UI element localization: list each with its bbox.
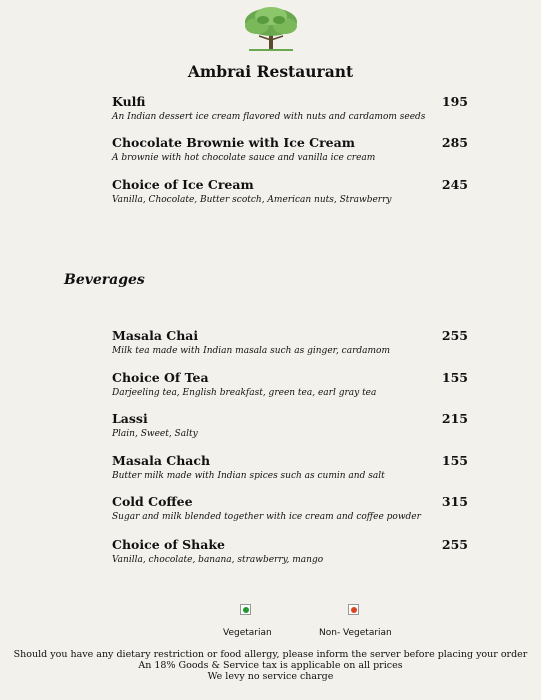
item-name: Kulfi [112, 94, 146, 109]
item-price: 215 [441, 411, 468, 426]
menu-item [112, 453, 472, 482]
menu-item [112, 370, 472, 399]
menu-item [112, 177, 472, 206]
item-name: Choice Of Tea [112, 370, 209, 385]
menu-item [112, 411, 472, 440]
item-name: Masala Chach [112, 453, 211, 468]
tax-note: An 18% Goods & Service tax is applicable on all prices [138, 660, 403, 671]
item-description: Milk tea made with Indian masala such as ginger, cardamom [112, 346, 391, 356]
menu-item [112, 494, 472, 523]
item-description: An Indian dessert ice cream flavored with nuts and cardamom seeds [112, 112, 426, 122]
item-price: 155 [441, 453, 468, 468]
item-description: Darjeeling tea, English breakfast, green tea, earl gray tea [112, 388, 377, 398]
menu-item [112, 537, 472, 566]
item-description: Butter milk made with Indian spices such as cumin and salt [112, 471, 385, 481]
item-name: Masala Chai [112, 328, 199, 343]
item-name: Chocolate Brownie with Ice Cream [112, 135, 355, 150]
menu-item [112, 135, 472, 164]
restaurant-title: Ambrai Restaurant [187, 62, 354, 81]
item-name: Cold Coffee [112, 494, 193, 509]
menu-item [112, 328, 472, 357]
item-name: Choice of Ice Cream [112, 177, 254, 192]
item-price: 155 [441, 370, 468, 385]
item-price: 255 [441, 328, 468, 343]
item-price: 255 [441, 537, 468, 552]
item-price: 245 [441, 177, 468, 192]
item-price: 195 [441, 94, 468, 109]
item-name: Lassi [112, 411, 148, 426]
item-description: Vanilla, chocolate, banana, strawberry, mango [112, 555, 324, 565]
menu-item [112, 94, 472, 123]
vegetarian-label: Vegetarian [223, 628, 272, 638]
item-description: Sugar and milk blended together with ice cream and coffee powder [112, 512, 421, 522]
non-vegetarian-dot [351, 607, 357, 613]
item-description: Plain, Sweet, Salty [112, 429, 198, 439]
vegetarian-icon [240, 604, 251, 615]
section-heading-beverages: Beverages [64, 272, 145, 288]
non-vegetarian-label: Non- Vegetarian [319, 628, 392, 638]
service-charge-note: We levy no service charge [207, 671, 334, 682]
tree-icon [243, 6, 299, 52]
vegetarian-dot [243, 607, 249, 613]
item-description: Vanilla, Chocolate, Butter scotch, American nuts, Strawberry [112, 195, 392, 205]
allergy-note: Should you have any dietary restriction or food allergy, please inform the server before placing your order [13, 649, 528, 660]
item-description: A brownie with hot chocolate sauce and vanilla ice cream [112, 153, 376, 163]
non-vegetarian-icon [348, 604, 359, 615]
item-name: Choice of Shake [112, 537, 225, 552]
item-price: 315 [441, 494, 468, 509]
item-price: 285 [441, 135, 468, 150]
